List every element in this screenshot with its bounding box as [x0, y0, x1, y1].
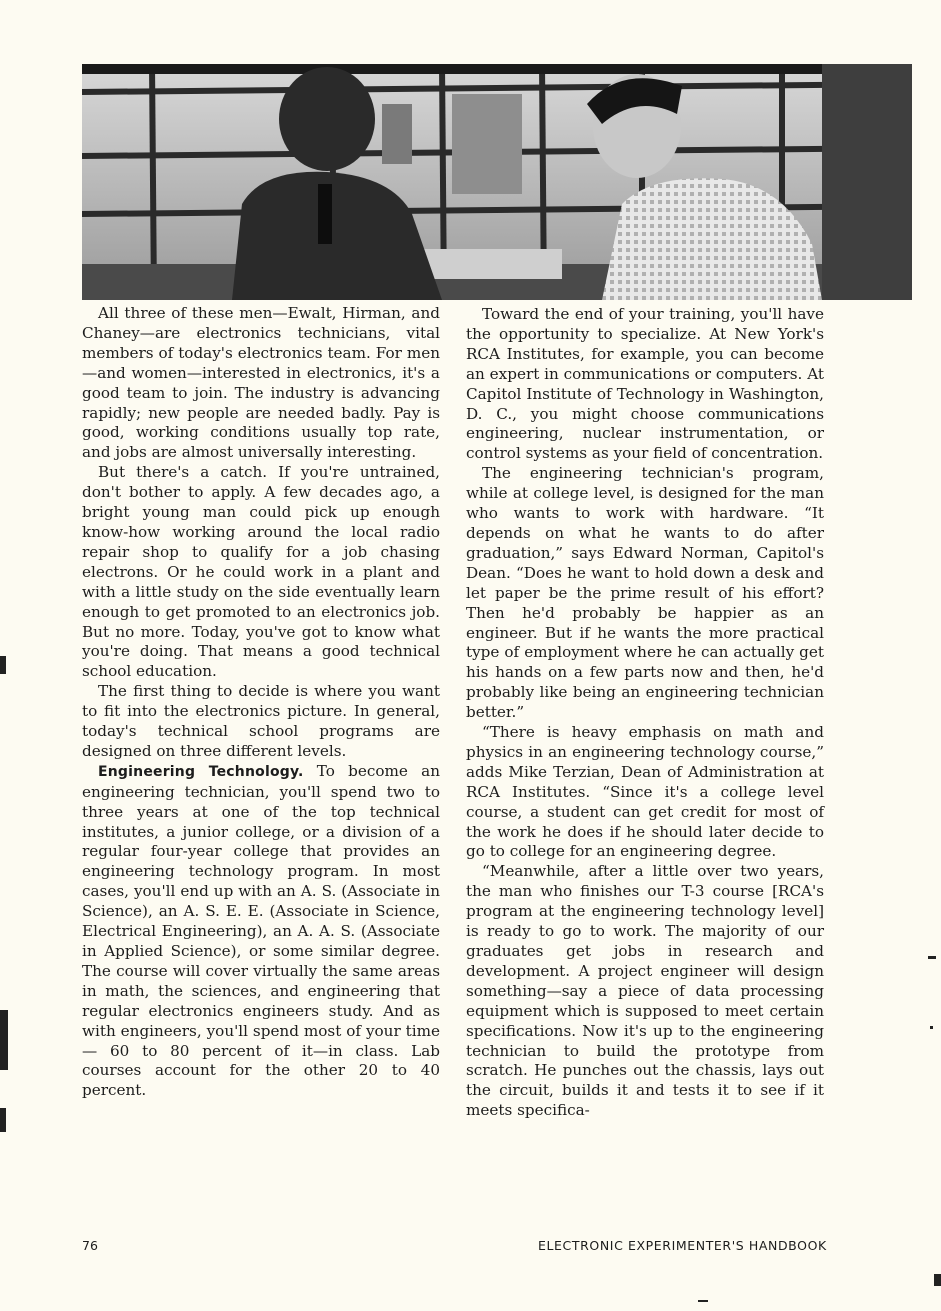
left-column [82, 304, 440, 1101]
scan-mark [930, 1026, 933, 1029]
right-paragraph-1: Toward the end of your training, you'll have the opportunity to specialize. At New York's RCA Institutes, for example, you can become an expert in communications or computers. At Capitol Institute of Technology in Washington, D. C., you might choose communications engineering, nuclear instrumentation, or control systems as your field of concentration. [466, 305, 824, 463]
right-column [466, 305, 824, 1121]
page-number: 76 [82, 1238, 98, 1253]
scan-mark [0, 1108, 6, 1132]
scan-mark [928, 956, 936, 959]
left-paragraph-4 [82, 762, 440, 1101]
left-paragraph-3: The first thing to decide is where you want to fit into the electronics picture. In general, today's technical school programs are designed on three different levels. [82, 682, 440, 760]
right-paragraph-2: The engineering technician's program, while at college level, is designed for the man who wants to work with hardware. “It depends on what he wants to do after graduation,” says Edward Norman, Capitol's Dean. “Does he want to hold down a desk and let paper be the prime result of his effort? Then he'd probably be happier as an engineer. But if he wants the more practical type of employment where he can actually get his hands on a few parts now and then, he'd probably like being an engineering technician better.” [466, 464, 824, 722]
scan-mark [934, 1274, 941, 1286]
right-paragraph-4: “Meanwhile, after a little over two years, the man who finishes our T-3 course [RCA's program at the engineering technology level] is ready to go to work. The majority of our graduates get jobs in research and development. A project engineer will design something—say a piece of data processing equipment which is supposed to meet certain specifications. Now it's up to the engineering technician to build the prototype from scratch. He punches out the chassis, lays out the circuit, builds it and tests it to see if it meets specifica- [466, 862, 824, 1120]
photo-two-men [82, 64, 912, 300]
left-paragraph-1: All three of these men—Ewalt, Hirman, and Chaney—are electronics technicians, vital members of today's electronics team. For men—and women—interested in electronics, it's a good team to join. The industry is advancing rapidly; new people are needed badly. Pay is good, working conditions usually top rate, and jobs are almost universally interesting. [82, 304, 440, 462]
scan-mark [0, 656, 6, 674]
left-paragraph-4-body: To become an engineering technician, you'll spend two to three years at one of the top technical institutes, a junior college, or a division of a regular four-year college that provides an engineering technology program. In most cases, you'll end up with an A. S. (Associate in Science), an A. S. E. E. (Associate in Science, Electrical Engineering), an A. A. S. (Associate in Applied Science), or some similar degree. The course will cover virtually the same areas in math, the sciences, and engineering that regular electronics engineers study. And as with engineers, you'll spend most of your time— 60 to 80 percent of it—in class. Lab courses account for the other 20 to 40 percent. [82, 761, 440, 1100]
scan-mark [0, 1010, 8, 1070]
right-paragraph-3: “There is heavy emphasis on math and physics in an engineering technology course,” adds Mike Terzian, Dean of Administration at RCA Institutes. “Since it's a college level course, a student can get credit for most of the work he does if he should later decide to go to college for an engineering degree. [466, 723, 824, 861]
left-paragraph-2: But there's a catch. If you're untrained, don't bother to apply. A few decades ago, a bright young man could pick up enough know-how working around the local radio repair shop to qualify for a job chasing electrons. Or he could work in a plant and with a little study on the side eventually learn enough to get promoted to an electronics job. But no more. Today, you've got to know what you're doing. That means a good technical school education. [82, 463, 440, 681]
scan-mark [698, 1300, 708, 1302]
running-title: ELECTRONIC EXPERIMENTER'S HANDBOOK [538, 1238, 827, 1253]
photo-illustration [82, 64, 912, 300]
section-heading-engineering-technology: Engineering Technology. [98, 763, 304, 780]
